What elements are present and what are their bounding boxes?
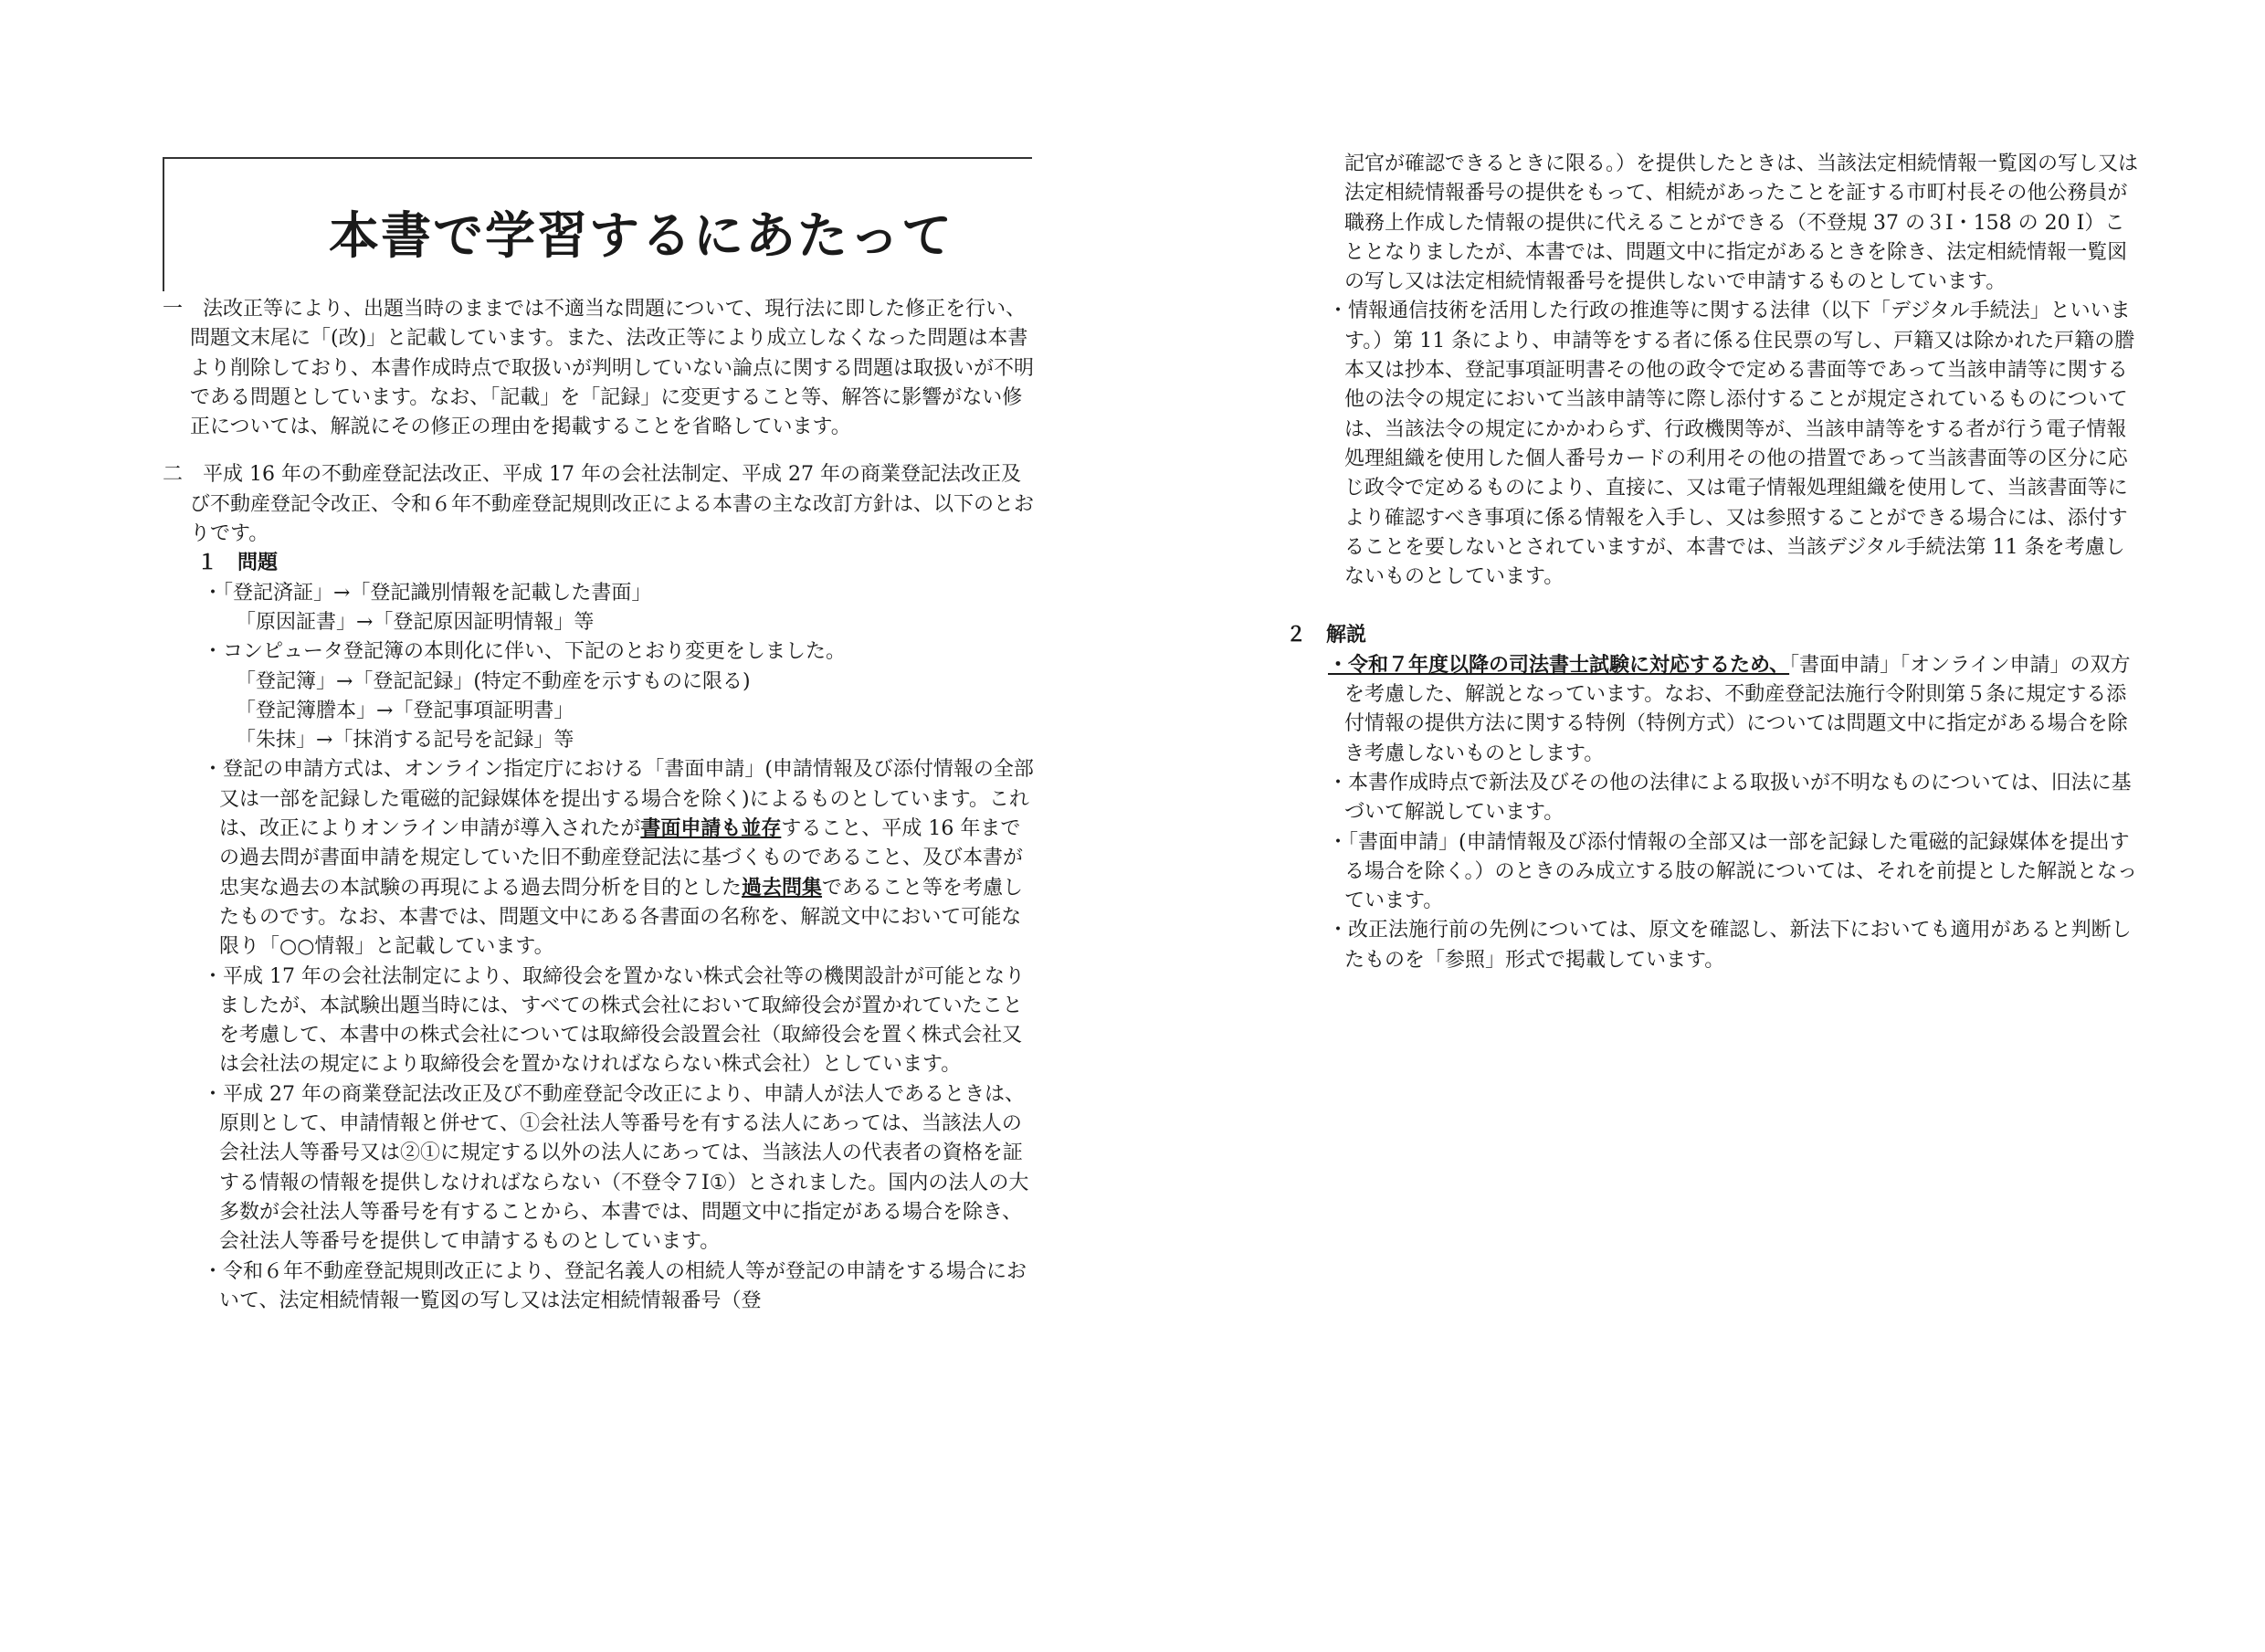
- bullet-6: ・令和６年不動産登記規則改正により、登記名義人の相続人等が登記の申請をする場合において、法定相続情報一覧図の写し又は法定相続情報番号（登: [203, 1259, 1027, 1312]
- title-box: [163, 157, 1032, 291]
- bullet-3-text-a: ・登記の申請方式は、オンライン指定庁における「書面申請」(申請情報及び添付情報の全部又は一部を記録した電磁的記録媒体を提出する場合を除く)によるものとしています。これは、改正によりオンライン申請が導入されたが: [203, 758, 1034, 841]
- bullet-2: [163, 637, 1039, 755]
- subsection-explanations: ２ 解説: [1286, 624, 1367, 647]
- bullet-2-line-1: ・コンピュータ登記簿の本則化に伴い、下記のとおり変更をしました。: [203, 640, 847, 664]
- bullet-3-text-b: すること、平成 16 年までの過去問が書面申請を規定していた旧不動産登記法に基づくものであること、及び本書が忠実な過去の本試験の再現による過去問分析を目的とした: [219, 817, 1024, 900]
- bullet-7: ・情報通信技術を活用した行政の推進等に関する法律（以下「デジタル手続法」といいます。）第 11 条により、申請等をする者に係る住民票の写し、戸籍又は除かれた戸籍の謄本又は抄本、登記事項証明書その他の政令で定める書面等であって当該申請等に関する他の法令の規定において当該申請等に際し添付することが規定されているものについては、当該法令の規定にかかわらず、行政機関等が、当該申請等をする者が行う電子情報処理組織を使用した個人番号カードの利用その他の措置であって当該書面等の区分に応じ政令で定めるものにより、直接に、又は電子情報処理組織を使用して、当該書面等により確認すべき事項に係る情報を入手し、又は参照することができる場合には、添付することを要しないとされていますが、本書では、当該デジタル手続法第 11 条を考慮しないものとしています。: [1328, 300, 2135, 589]
- page-title: 本書で学習するにあたって: [329, 206, 954, 265]
- subsection-questions: １ 問題: [197, 552, 279, 575]
- bullet-2-line-3: 「登記簿謄本」→「登記事項証明書」: [236, 699, 574, 722]
- bullet-1-line-2: 「原因証書」→「登記原因証明情報」等: [236, 610, 595, 634]
- underlined-phrase-1: 書面申請も並存: [640, 817, 782, 841]
- section-2: 二 平成 16 年の不動産登記法改正、平成 17 年の会社法制定、平成 27 年の商業登記法改正及び不動産登記令改正、令和６年不動産登記規則改正による本書の主な改訂方針は、以下のとおりです。: [163, 463, 1035, 546]
- bullet-1-line-1: ・「登記済証」→「登記識別情報を記載した書面」: [203, 581, 652, 605]
- bullet-4: ・平成 17 年の会社法制定により、取締役会を置かない株式会社等の機関設計が可能となりましたが、本試験出題当時には、すべての株式会社において取締役会が置かれていたことを考慮して、本書中の株式会社については取締役会設置会社（取締役会を置く株式会社又は会社法の規定により取締役会を置かなければならない株式会社）としています。: [203, 964, 1025, 1077]
- explanation-bullet-1-rest: 「書面申請」「オンライン申請」の双方を考慮した、解説となっています。なお、不動産登記法施行令附則第５条に規定する添付情報の提供方法に関する特例（特例方式）については問題文中に指定がある場合を除き考慮しないものとします。: [1344, 653, 2131, 765]
- bullet-3: [163, 755, 1039, 962]
- bullet-1: [163, 579, 1039, 638]
- explanation-bullet-3: ・「書面申請」(申請情報及び添付情報の全部又は一部を記録した電磁的記録媒体を提出する場合を除く。）のときのみ成立する肢の解説については、それを前提とした解説となっています。: [1328, 830, 2138, 913]
- bullet-2-line-4: 「朱抹」→「抹消する記号を記録」等: [236, 729, 574, 752]
- underlined-phrase-2: 過去問集: [742, 876, 823, 900]
- right-body: [1286, 150, 2141, 975]
- explanation-bullet-4: ・改正法施行前の先例については、原文を確認し、新法下においても適用があると判断したものを「参照」形式で掲載しています。: [1328, 919, 2132, 972]
- bullet-2-line-2: 「登記簿」→「登記記録」(特定不動産を示すものに限る): [236, 669, 751, 693]
- left-body: [163, 295, 1039, 1316]
- bold-phrase: ・令和７年度以降の司法書士試験に対応するため、: [1328, 653, 1790, 677]
- section-1: 一 法改正等により、出題当時のままでは不適当な問題について、現行法に即した修正を行い、問題文末尾に「(改)」と記載しています。また、法改正等により成立しなくなった問題は本書より削除しており、本書作成時点で取扱いが判明していない論点に関する問題は取扱いが不明である問題としています。なお、「記載」を「記録」に変更すること等、解答に影響がない修正については、解説にその修正の理由を掲載することを省略しています。: [163, 298, 1035, 439]
- explanation-bullet-2: ・本書作成時点で新法及びその他の法律による取扱いが不明なものについては、旧法に基づいて解説しています。: [1328, 771, 2132, 825]
- bullet-5: ・平成 27 年の商業登記法改正及び不動産登記令改正により、申請人が法人であるときは、原則として、申請情報と併せて、①会社法人等番号を有する法人にあっては、当該法人の会社法人等番号又は②①に規定する以外の法人にあっては、当該法人の代表者の資格を証する情報の情報を提供しなければならない（不登令７Ⅰ①）とされました。国内の法人の大多数が会社法人等番号を有することから、本書では、問題文中に指定がある場合を除き、会社法人等番号を提供して申請するものとしています。: [203, 1082, 1029, 1254]
- explanation-bullet-1: [1328, 651, 2141, 769]
- right-page: [1132, 0, 2265, 1652]
- bullet-3-text-c: であること等を考慮したものです。なお、本書では、問題文中にある各書面の名称を、解説文中において可能な限り「○○情報」と記載しています。: [219, 876, 1024, 959]
- continued-paragraph: 記官が確認できるときに限る。）を提供したときは、当該法定相続情報一覧図の写し又は法定相続情報番号の提供をもって、相続があったことを証する市町村長その他公務員が職務上作成した情報の提供に代えることができる（不登規 37 の３Ⅰ・158 の 20 Ⅰ）こととなりましたが、本書では、問題文中に指定があるときを除き、法定相続情報一覧図の写し又は法定相続情報番号を提供しないで申請するものとしています。: [1344, 153, 2139, 294]
- left-page: [0, 0, 1132, 1652]
